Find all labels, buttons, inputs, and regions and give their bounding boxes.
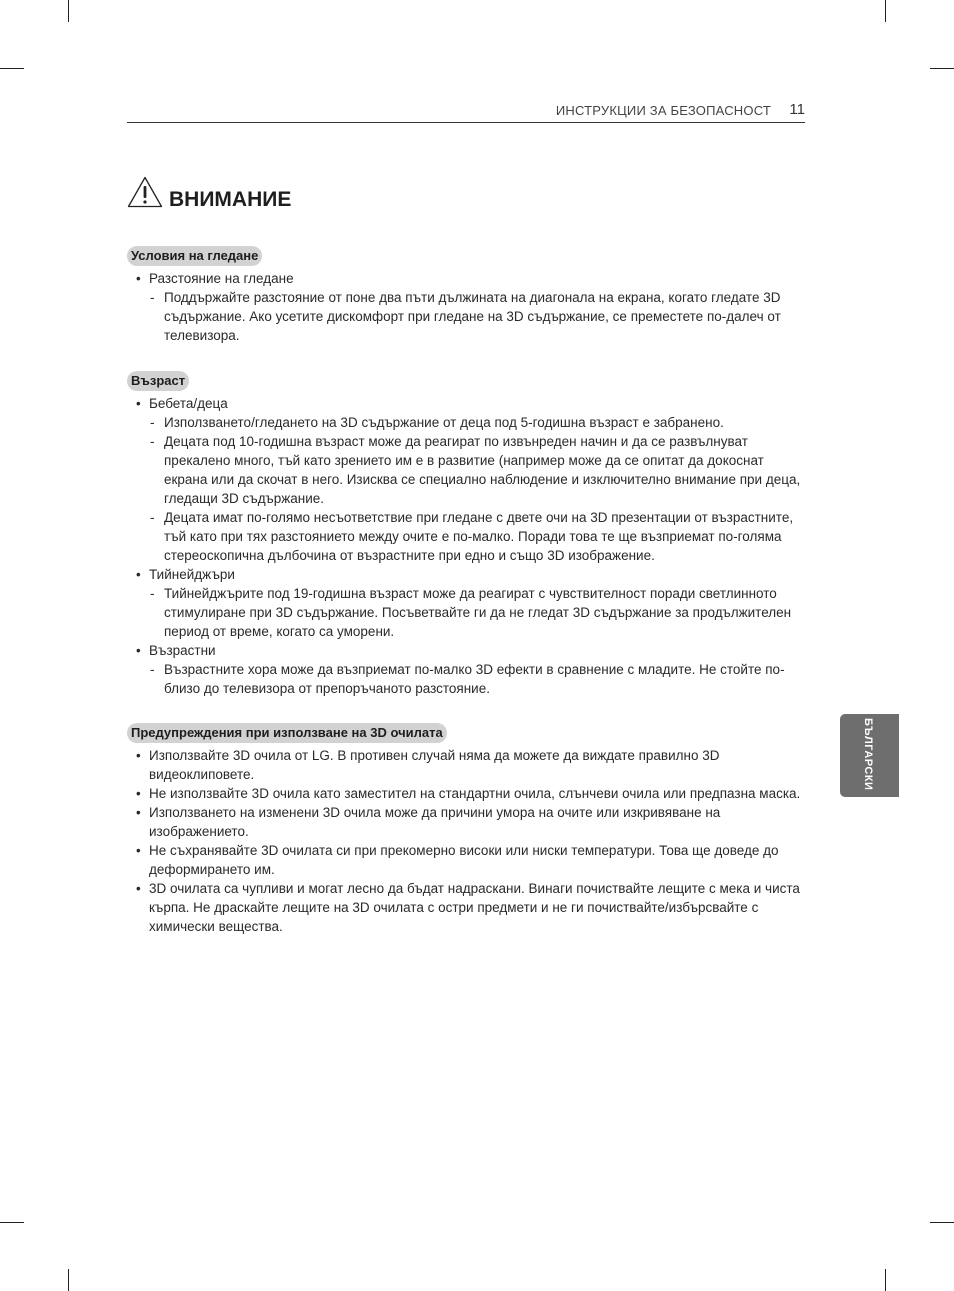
bullet-list (127, 394, 807, 698)
list-item: • Бебета/деца - Използването/гледането на 3D съдържание от деца под 5-годишна възраст е забранено. - Децата под 10-годишна възраст може да реагират по извънреден начин и да се развълнуват прекалено много, тъй като зрението им е в развитие (например може да се опитат да докоснат екрана или да скочат в него. Изисква се специално наблюдение и изключително внимание при деца, гледащи 3D съдържание. - Децата имат по-голямо несъответствие при гледане с двете очи на 3D презентации от възрастните, тъй като при тях разстоянието между очите е по-малко. Поради това те ще възприемат по-голяма стереоскопична дълбочина от възрастните при едно и също 3D изображение. (127, 394, 807, 565)
page-header (127, 100, 805, 123)
sub-list (149, 288, 807, 345)
bullet-list (127, 269, 807, 345)
language-label: БЪЛГАРСКИ (862, 718, 874, 791)
section-label: Възраст (127, 371, 189, 391)
sub-item: - Поддържайте разстояние от поне два пъти дължината на диагонала на екрана, когато гледате 3D съдържание. Ако усетите дискомфорт при гледане на 3D съдържание, се преместете по-далеч от телевизора. (149, 288, 807, 345)
bullet-list (127, 746, 807, 936)
list-item: • Не съхранявайте 3D очилата си при прекомерно високи или ниски температури. Това ще доведе до деформирането им. (127, 841, 807, 879)
crop-mark (68, 1269, 69, 1291)
page-number: 11 (789, 101, 805, 118)
section-viewing-conditions (127, 246, 807, 345)
list-item: • Не използвайте 3D очила като заместител на стандартни очила, слънчеви очила или предпазна маска. (127, 784, 807, 803)
sub-item: - Децата имат по-голямо несъответствие при гледане с двете очи на 3D презентации от възрастните, тъй като при тях разстоянието между очите е по-малко. Поради това те ще възприемат по-голяма стереоскопична дълбочина от възрастните при едно и също 3D изображение. (149, 508, 807, 565)
section-age (127, 371, 807, 698)
list-item: • Разстояние на гледане - Поддържайте разстояние от поне два пъти дължината на диагонала на екрана, когато гледате 3D съдържание. Ако усетите дискомфорт при гледане на 3D съдържание, се преместете по-далеч от телевизора. (127, 269, 807, 345)
list-item: • 3D очилата са чупливи и могат лесно да бъдат надраскани. Винаги почиствайте лещите с мека и чиста кърпа. Не драскайте лещите на 3D очилата с остри предмети и не ги почиствайте/избърсвайте с химически вещества. (127, 879, 807, 936)
crop-mark (930, 1222, 954, 1223)
header-title: ИНСТРУКЦИИ ЗА БЕЗОПАСНОСТ (555, 103, 771, 118)
language-side-tab (840, 714, 899, 797)
crop-mark (68, 0, 69, 22)
sub-item: - Тийнейджърите под 19-годишна възраст може да реагират с чувствителност поради светлинното стимулиране при 3D съдържание. Посъветвайте ги да не гледат 3D съдържание за продължителен период от време, когато са уморени. (149, 584, 807, 641)
list-item: • Използването на изменени 3D очила може да причини умора на очите или изкривяване на изображението. (127, 803, 807, 841)
section-3d-glasses-warnings (127, 723, 807, 936)
list-item: • Възрастни - Възрастните хора може да възприемат по-малко 3D ефекти в сравнение с младите. Не стойте по-близо до телевизора от препоръчаното разстояние. (127, 641, 807, 698)
crop-mark (885, 1269, 886, 1291)
crop-mark (0, 1222, 24, 1223)
list-item: • Използвайте 3D очила от LG. В противен случай няма да можете да виждате правилно 3D видеоклиповете. (127, 746, 807, 784)
sub-item: - Използването/гледането на 3D съдържание от деца под 5-годишна възраст е забранено. (149, 413, 807, 432)
sub-list (149, 660, 807, 698)
sub-item: - Децата под 10-годишна възраст може да реагират по извънреден начин и да се развълнуват прекалено много, тъй като зрението им е в развитие (например може да се опитат да докоснат екрана или да скочат в него. Изисква се специално наблюдение и изключително внимание при деца, гледащи 3D съдържание. (149, 432, 807, 508)
sub-item: - Възрастните хора може да възприемат по-малко 3D ефекти в сравнение с младите. Не стойте по-близо до телевизора от препоръчаното разстояние. (149, 660, 807, 698)
section-label: Условия на гледане (127, 246, 262, 266)
section-label: Предупреждения при използване на 3D очилата (127, 723, 447, 743)
heading-title: ВНИМАНИЕ (169, 188, 292, 211)
sub-list (149, 413, 807, 565)
crop-mark (0, 68, 24, 69)
warning-triangle-icon (127, 176, 163, 208)
list-item: • Тийнейджъри - Тийнейджърите под 19-годишна възраст може да реагират с чувствителност поради светлинното стимулиране при 3D съдържание. Посъветвайте ги да не гледат 3D съдържание за продължителен период от време, когато са уморени. (127, 565, 807, 641)
crop-mark (930, 68, 954, 69)
crop-mark (885, 0, 886, 22)
sub-list (149, 584, 807, 641)
